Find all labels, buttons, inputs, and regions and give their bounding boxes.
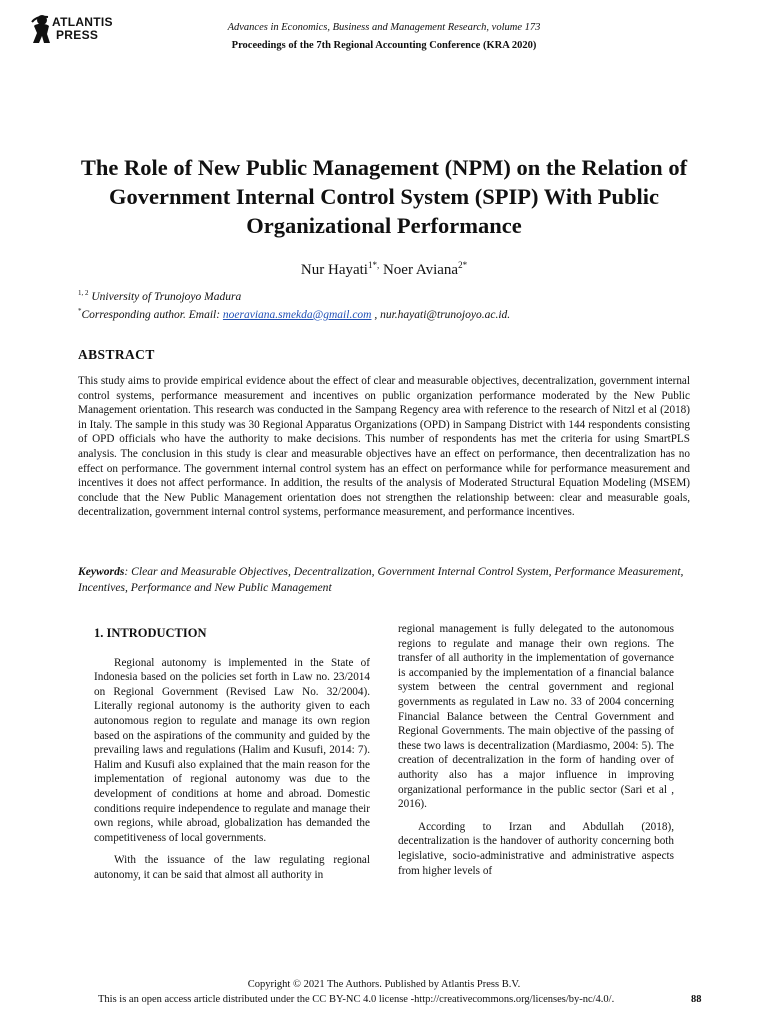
section-heading: 1. INTRODUCTION <box>94 626 207 640</box>
keywords <box>78 564 690 596</box>
paragraph: According to Irzan and Abdullah (2018), decentralization is the handover of authority concerning both legislative, socio-administrative and administrative aspects from higher levels of <box>398 820 674 877</box>
email-link[interactable]: noeraviana.smekda@gmail.com <box>222 308 372 321</box>
author-name: Noer Aviana <box>379 262 459 278</box>
journal-title: Advances in Economics, Business and Management Research, volume 173 <box>227 22 541 33</box>
page-number: 88 <box>691 994 702 1005</box>
logo-text-press: PRESS <box>56 28 99 42</box>
author-marker: 1*, <box>367 260 380 270</box>
affiliation-line <box>78 286 510 304</box>
paragraph: regional management is fully delegated to the autonomous regions to regulate and manage their own regions. The transfer of all authority in the implementation of governance is accompanied by the implementation of a financial balance system between the central government and regional governments as regulated in Law no. 33 of 2004 concerning Financial Balance between the Central Government and Regional Governments. The main objective of the passing of these two laws is decentralization (Mardiasmo, 2004: 5). The creation of decentralization in the form of handing over of authority also has a major influence in improving organizational performance in the public sector (Sari et al , 2016). <box>398 623 674 811</box>
author-name: Nur Hayati <box>300 262 368 278</box>
corresponding-marker: * <box>78 306 82 315</box>
corresponding-label: Corresponding author. Email: <box>81 308 223 321</box>
affiliation-marker: 1, 2 <box>78 289 89 297</box>
corresponding-line <box>78 304 510 322</box>
email-text: , nur.hayati@trunojoyo.ac.id. <box>371 308 511 321</box>
author-marker: 2* <box>458 260 468 270</box>
affiliation-block <box>78 286 510 322</box>
keywords-label: Keywords <box>78 565 125 578</box>
paragraph: With the issuance of the law regulating regional autonomy, it can be said that almost all authority in <box>94 854 370 881</box>
proceedings-title: Proceedings of the 7th Regional Accounting Conference (KRA 2020) <box>231 40 537 51</box>
keywords-text: : Clear and Measurable Objectives, Decentralization, Government Internal Control System, Performance Measurement, Incentives, Performance and New Public Management <box>78 565 684 594</box>
abstract-heading: ABSTRACT <box>78 347 155 362</box>
right-column <box>398 622 674 886</box>
logo-text-atlantis: ATLANTIS <box>52 15 113 29</box>
copyright-notice: Copyright © 2021 The Authors. Published by Atlantis Press B.V. <box>247 979 521 990</box>
author-line <box>0 260 768 279</box>
paragraph: Regional autonomy is implemented in the State of Indonesia based on the policies set forth in Law no. 23/2014 on Regional Government (Revised Law No. 32/2004). Literally regional autonomy is the authority given to each autonomous region to regulate and manage its own region based on the aspirations of the community and guided by the prevailing laws and regulations (Halim and Kusufi, 2014: 7). Halim and Kusufi also explained that the main reason for the implementation of regional autonomy was due to the development of conditions at home and abroad. Domestic conditions require independence to regulate and manage their own regions, while abroad, globalization has demanded the competitiveness of local governments. <box>94 656 370 844</box>
left-column <box>94 626 370 891</box>
affiliation-text: University of Trunojoyo Madura <box>88 290 242 303</box>
license-notice: This is an open access article distributed under the CC BY-NC 4.0 license -http://creativecommons.org/licenses/by-nc/4.0/. <box>98 994 615 1005</box>
paper-title: The Role of New Public Management (NPM) on the Relation of Government Internal Control System (SPIP) With Public Organizational Performance <box>80 155 688 238</box>
abstract-text: This study aims to provide empirical evidence about the effect of clear and measurable objectives, decentralization, government internal control systems, performance measurement and incentives on public organization performance moderated by the New Public Management orientation. This research was conducted in the Sampang Regency area with reference to the research of Nitzl et al (2018) in Italy. The sample in this study was 30 Regional Apparatus Organizations (OPD) in Sampang District with 144 respondents consisting of OPD officials who have the authority to make decisions. This number of respondents has met the criteria for using SmartPLS analysis. The conclusion in this study is clear and measurable objectives have an effect on performance, then decentralization has no effect on performance. The government internal control system has an effect on performance while for performance measurement and incentives it does not affect performance. In addition, the results of the analysis of Moderated Structural Equation Modeling (MSEM) conclude that the New Public Management orientation does not strengthen the relationship between: clear and measurable goals, decentralization, government internal control systems, performance measurement, and performance incentives. <box>78 375 690 519</box>
